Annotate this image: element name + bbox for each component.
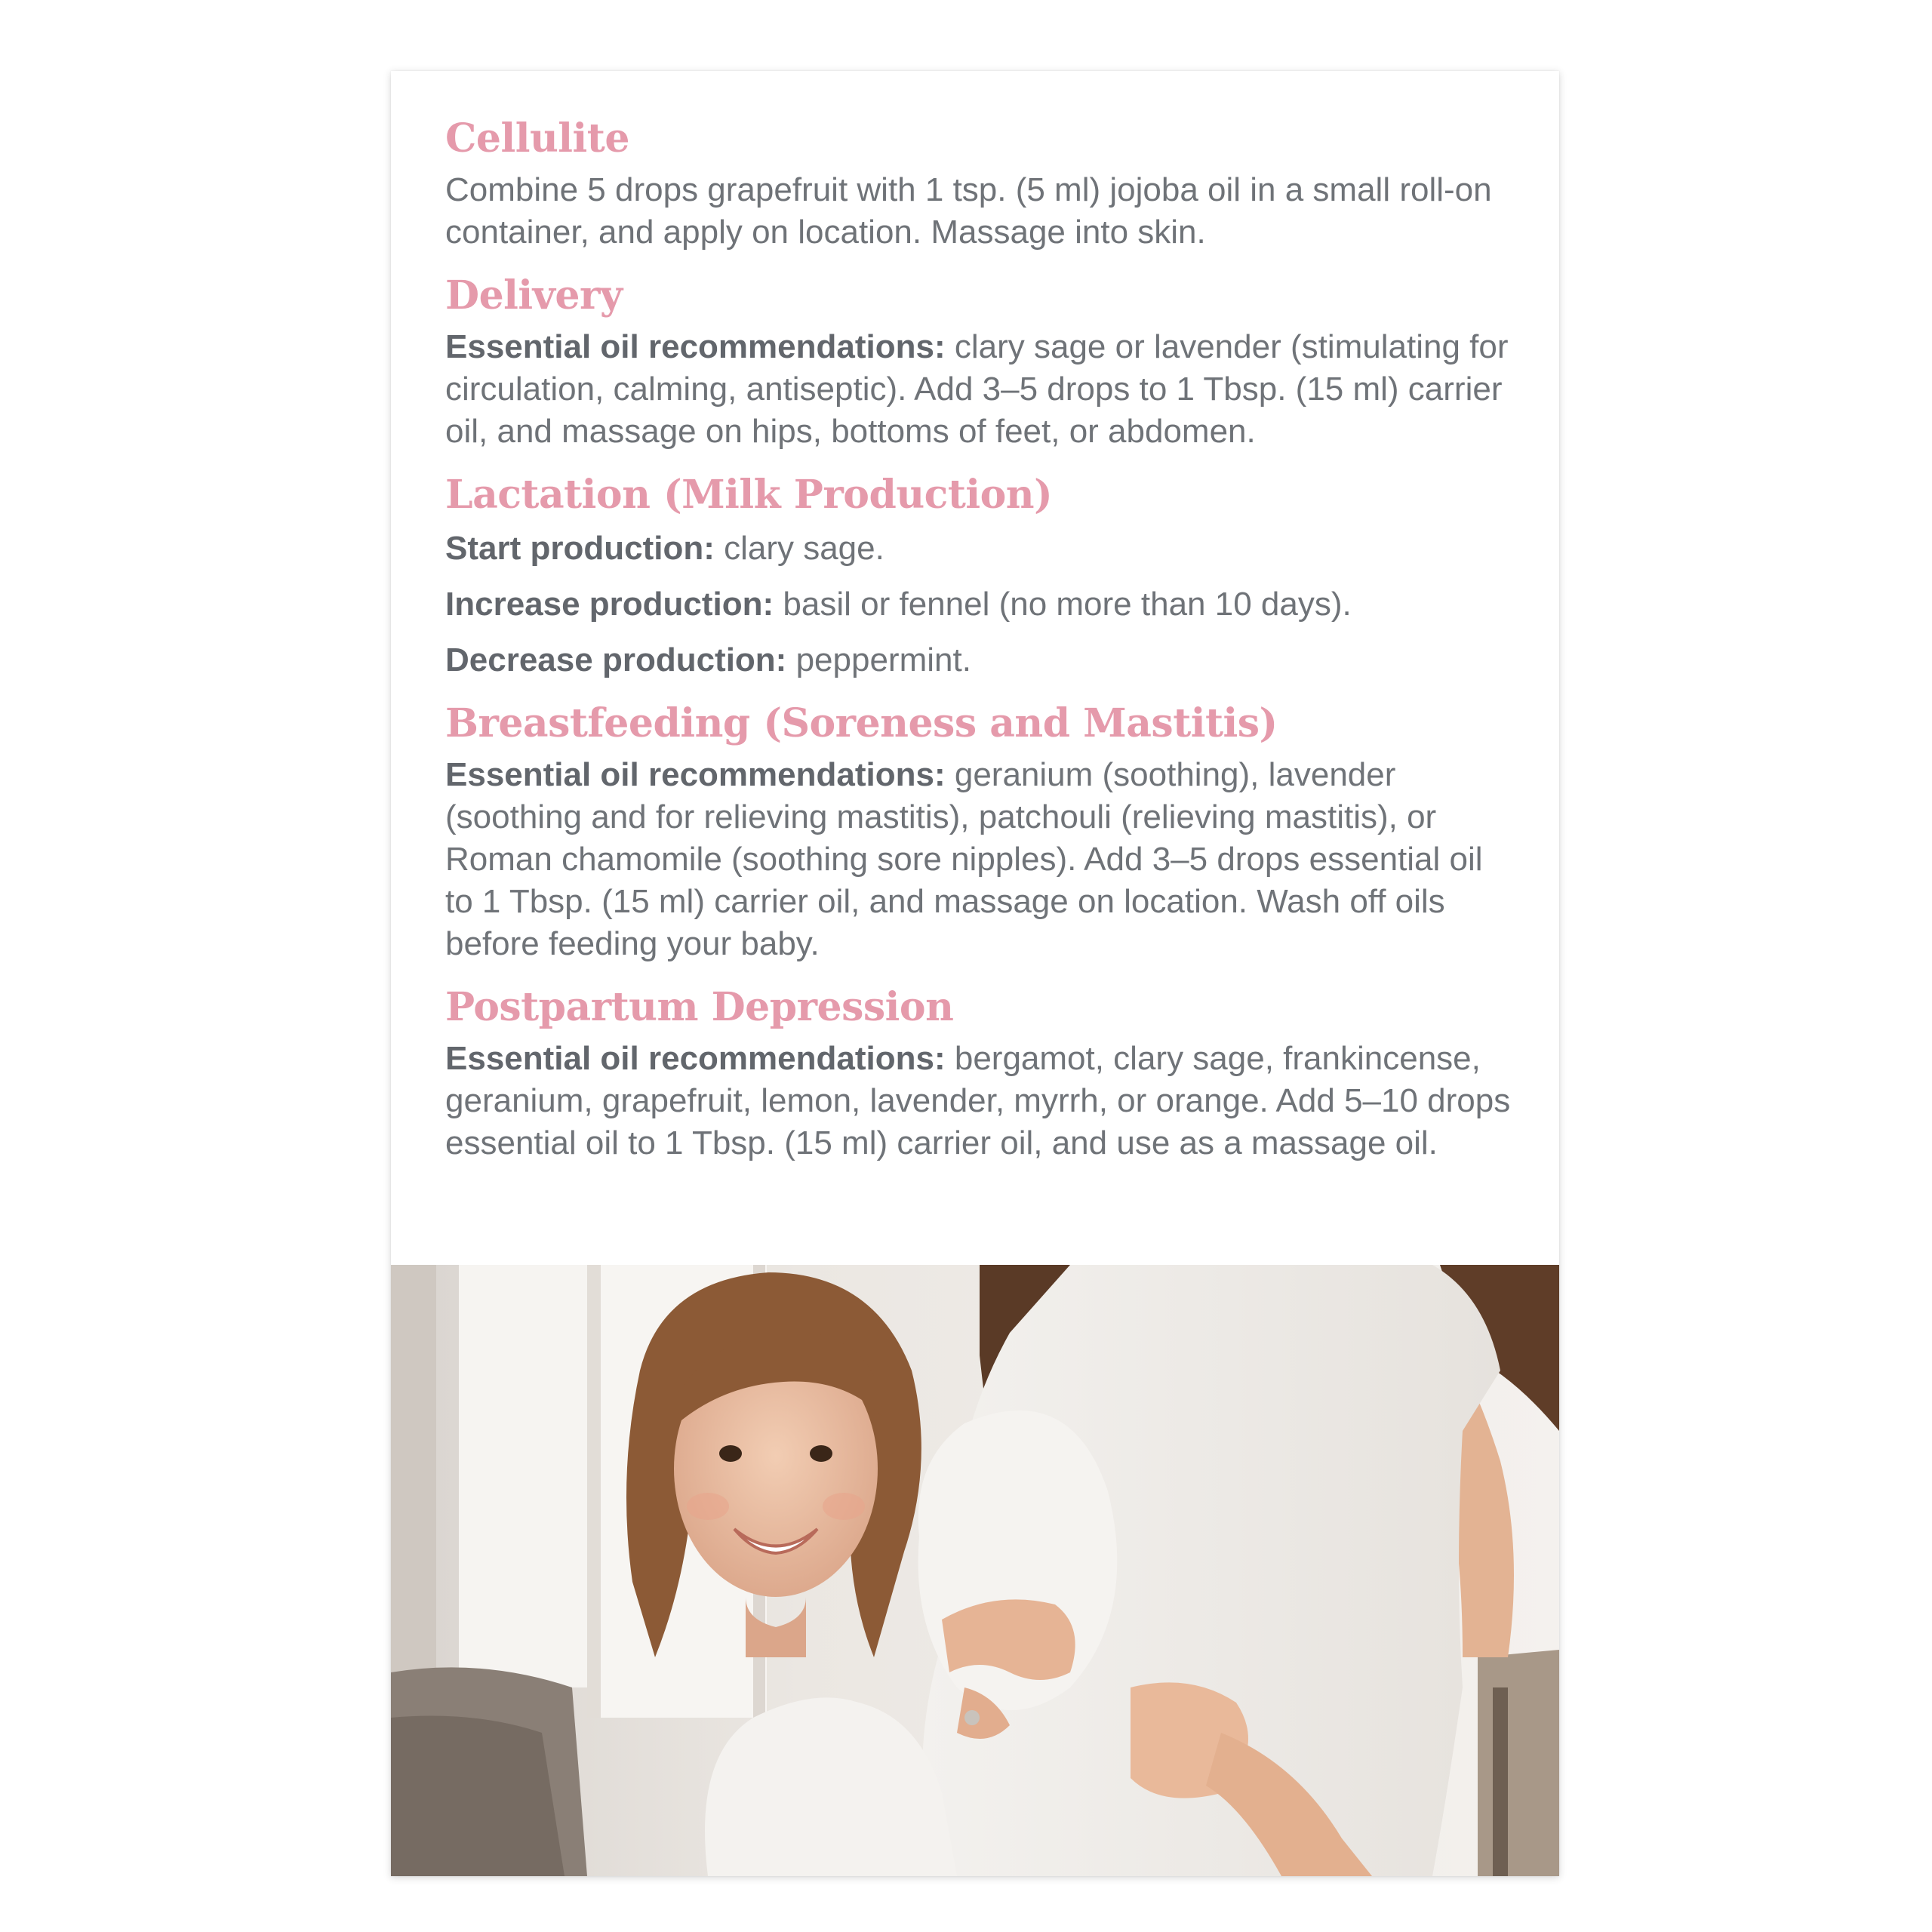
paragraph-lead: Start production:	[445, 530, 715, 568]
section-cellulite	[445, 116, 1517, 254]
photo-illustration	[391, 1265, 1559, 1876]
section-delivery	[445, 273, 1517, 453]
section-paragraph	[445, 583, 1517, 626]
paragraph-text: clary sage or lavender (stimulating for circulation, calming, antiseptic). Add 3–5 drops to 1 Tbsp. (15 ml) carrier oil, and massage on hips, bottoms of feet, or abdomen.	[445, 328, 1509, 450]
paragraph-text: clary sage.	[714, 530, 884, 568]
section-paragraph	[445, 1038, 1517, 1164]
section-paragraph	[445, 528, 1517, 570]
section-heading: Cellulite	[445, 115, 629, 162]
section-postpartum-depression	[445, 985, 1517, 1164]
section-heading: Lactation (Milk Production)	[445, 471, 1053, 518]
paragraph-lead: Essential oil recommendations:	[445, 328, 946, 365]
paragraph-lead: Decrease production:	[445, 641, 787, 679]
paragraph-text: geranium (soothing), lavender (soothing and for relieving mastitis), patchouli (relieving mastitis), or Roman chamomile (soothing sore nipples). Add 3–5 drops essential oil to 1 Tbsp. (15 ml) carrier oil, and massage on location. Wash off oils before feeding your baby.	[445, 756, 1483, 963]
section-paragraph	[445, 639, 1517, 681]
document-page	[391, 71, 1559, 1876]
paragraph-text: bergamot, clary sage, frankincense, geranium, grapefruit, lemon, lavender, myrrh, or orange. Add 5–10 drops essential oil to 1 Tbsp. (15 ml) carrier oil, and use as a massage oil.	[445, 1039, 1511, 1161]
paragraph-text: peppermint.	[786, 641, 971, 679]
paragraph-text: basil or fennel (no more than 10 days).	[774, 586, 1352, 623]
section-paragraph	[445, 169, 1517, 254]
section-heading: Breastfeeding (Soreness and Mastitis)	[445, 700, 1278, 747]
mother-child-photo	[391, 1265, 1559, 1876]
paragraph-text: Combine 5 drops grapefruit with 1 tsp. (5 ml) jojoba oil in a small roll-on container, and apply on location. Massage into skin.	[445, 171, 1492, 251]
paragraph-lead: Essential oil recommendations:	[445, 756, 946, 794]
section-heading: Postpartum Depression	[445, 984, 954, 1031]
section-lactation	[445, 472, 1517, 682]
section-breastfeeding	[445, 701, 1517, 965]
section-heading: Delivery	[445, 272, 623, 318]
page-content	[445, 116, 1517, 1184]
paragraph-lead: Increase production:	[445, 586, 774, 623]
paragraph-lead: Essential oil recommendations:	[445, 1039, 946, 1077]
section-paragraph	[445, 326, 1517, 453]
section-paragraph	[445, 754, 1517, 965]
